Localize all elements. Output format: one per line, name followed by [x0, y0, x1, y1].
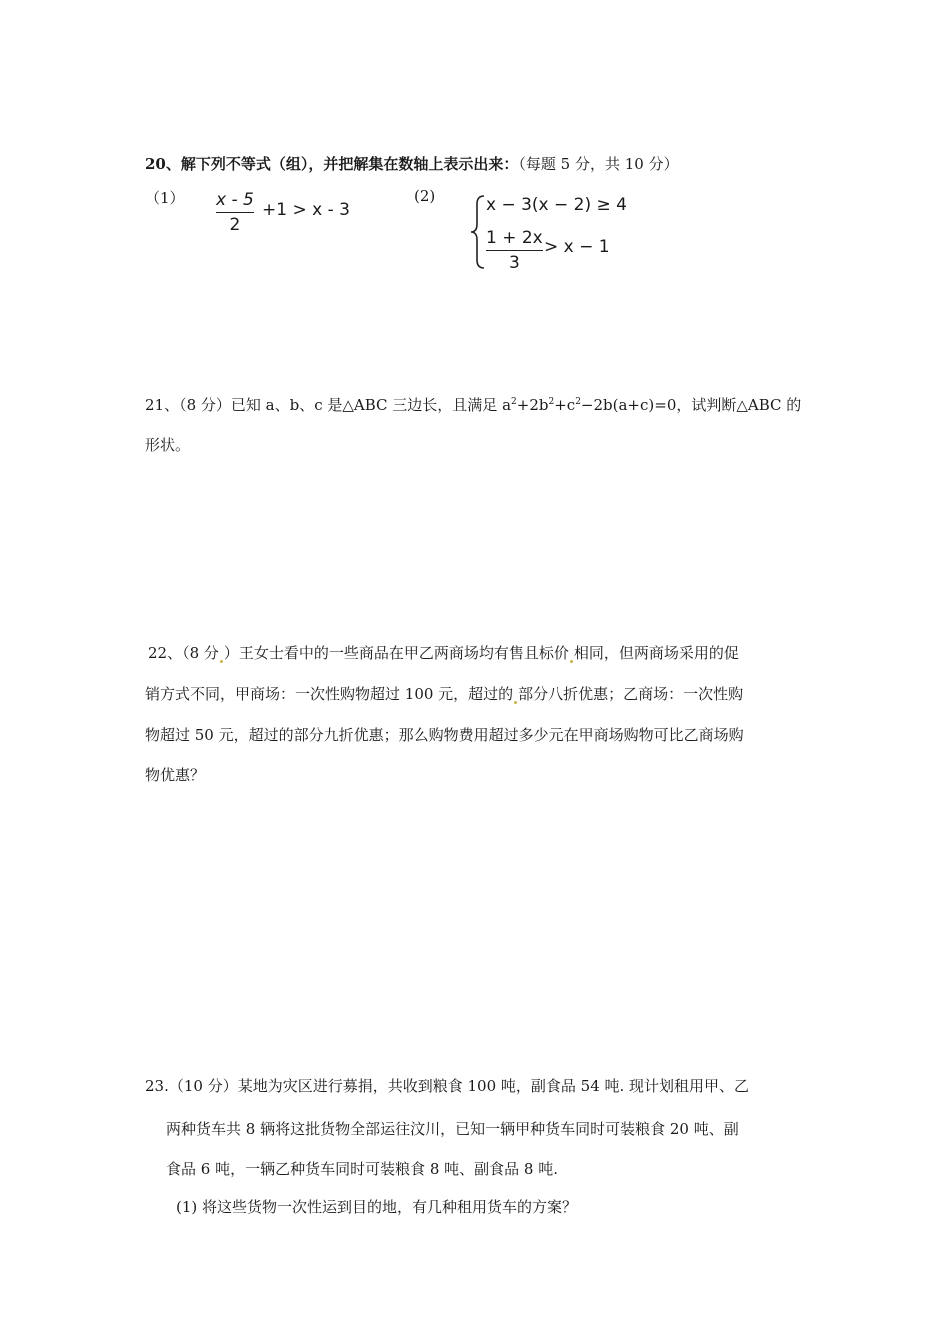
q22-line2-a: 销方式不同，甲商场：一次性购物超过 100 元，超过的	[145, 685, 514, 703]
q20-system-fraction	[486, 228, 543, 273]
q20-heading	[145, 153, 679, 174]
q20-score: （每题 5 分，共 10 分）	[518, 155, 679, 173]
q21-line2: 形状。	[145, 436, 191, 454]
q21-sup-a: 2	[511, 397, 517, 407]
q22-line2-b: 部分八折优惠；乙商场：一次性购	[518, 685, 744, 703]
q20-ineq1-numerator: x - 5	[216, 190, 254, 210]
dot-mark	[514, 701, 517, 704]
q23-line4: (1) 将这些货物一次性运到目的地，有几种租用货车的方案？	[176, 1198, 578, 1216]
q23-line3: 食品 6 吨，一辆乙种货车同时可装粮食 8 吨、副食品 8 吨.	[166, 1160, 559, 1178]
q21-line1-c: +c	[554, 396, 576, 414]
dot-mark	[220, 660, 223, 663]
q21-line1-b: +2b	[516, 396, 549, 414]
q20-system-numerator: 1 + 2x	[486, 228, 543, 248]
q22-line1-b: ）王女士看中的一些商品在甲乙两商场均有售且标价	[223, 644, 569, 662]
q23-line2: 两种货车共 8 辆将这批货物全部运往汶川，已知一辆甲种货车同时可装粮食 20 吨、副	[166, 1120, 739, 1138]
q22-line4: 物优惠？	[145, 766, 206, 784]
q22-line1-c: 相同，但两商场采用的促	[573, 644, 739, 662]
q20-system-line1: x − 3(x − 2) ≥ 4	[486, 195, 627, 215]
q20-ineq1-denominator: 2	[229, 215, 241, 235]
q20-system-brace	[470, 194, 486, 270]
q22-line3: 物超过 50 元，超过的部分九折优惠；那么购物费用超过多少元在甲商场购物可比乙商场购	[145, 726, 744, 744]
q20-part1-label: （1）	[145, 189, 185, 207]
dot-mark	[570, 660, 573, 663]
q20-part2-label: (2)	[414, 187, 436, 205]
q21-sup-b: 2	[548, 397, 555, 407]
q22-line1	[148, 642, 739, 663]
q21-line1-a: 21、（8 分）已知 a、b、c 是△ABC 三边长，且满足 a	[145, 396, 512, 414]
q20-heading-text: 20、解下列不等式（组），并把解集在数轴上表示出来：	[145, 155, 519, 173]
q21-sup-c: 2	[575, 397, 581, 407]
q20-ineq1-fraction	[216, 190, 254, 235]
q20-system-denominator: 3	[508, 253, 520, 273]
q21-line1-d: −2b(a+c)=0，试判断△ABC 的	[580, 396, 802, 414]
q22-line1-a: 22、（8 分	[148, 644, 219, 662]
q23-line1: 23.（10 分）某地为灾区进行募捐，共收到粮食 100 吨，副食品 54 吨. 现计划租用甲、乙	[145, 1077, 750, 1095]
q21-line1	[145, 394, 801, 415]
q20-ineq1-rest: +1 > x - 3	[262, 200, 350, 220]
q20-system-line2-rest: > x − 1	[544, 237, 610, 257]
q22-line2	[145, 683, 743, 704]
